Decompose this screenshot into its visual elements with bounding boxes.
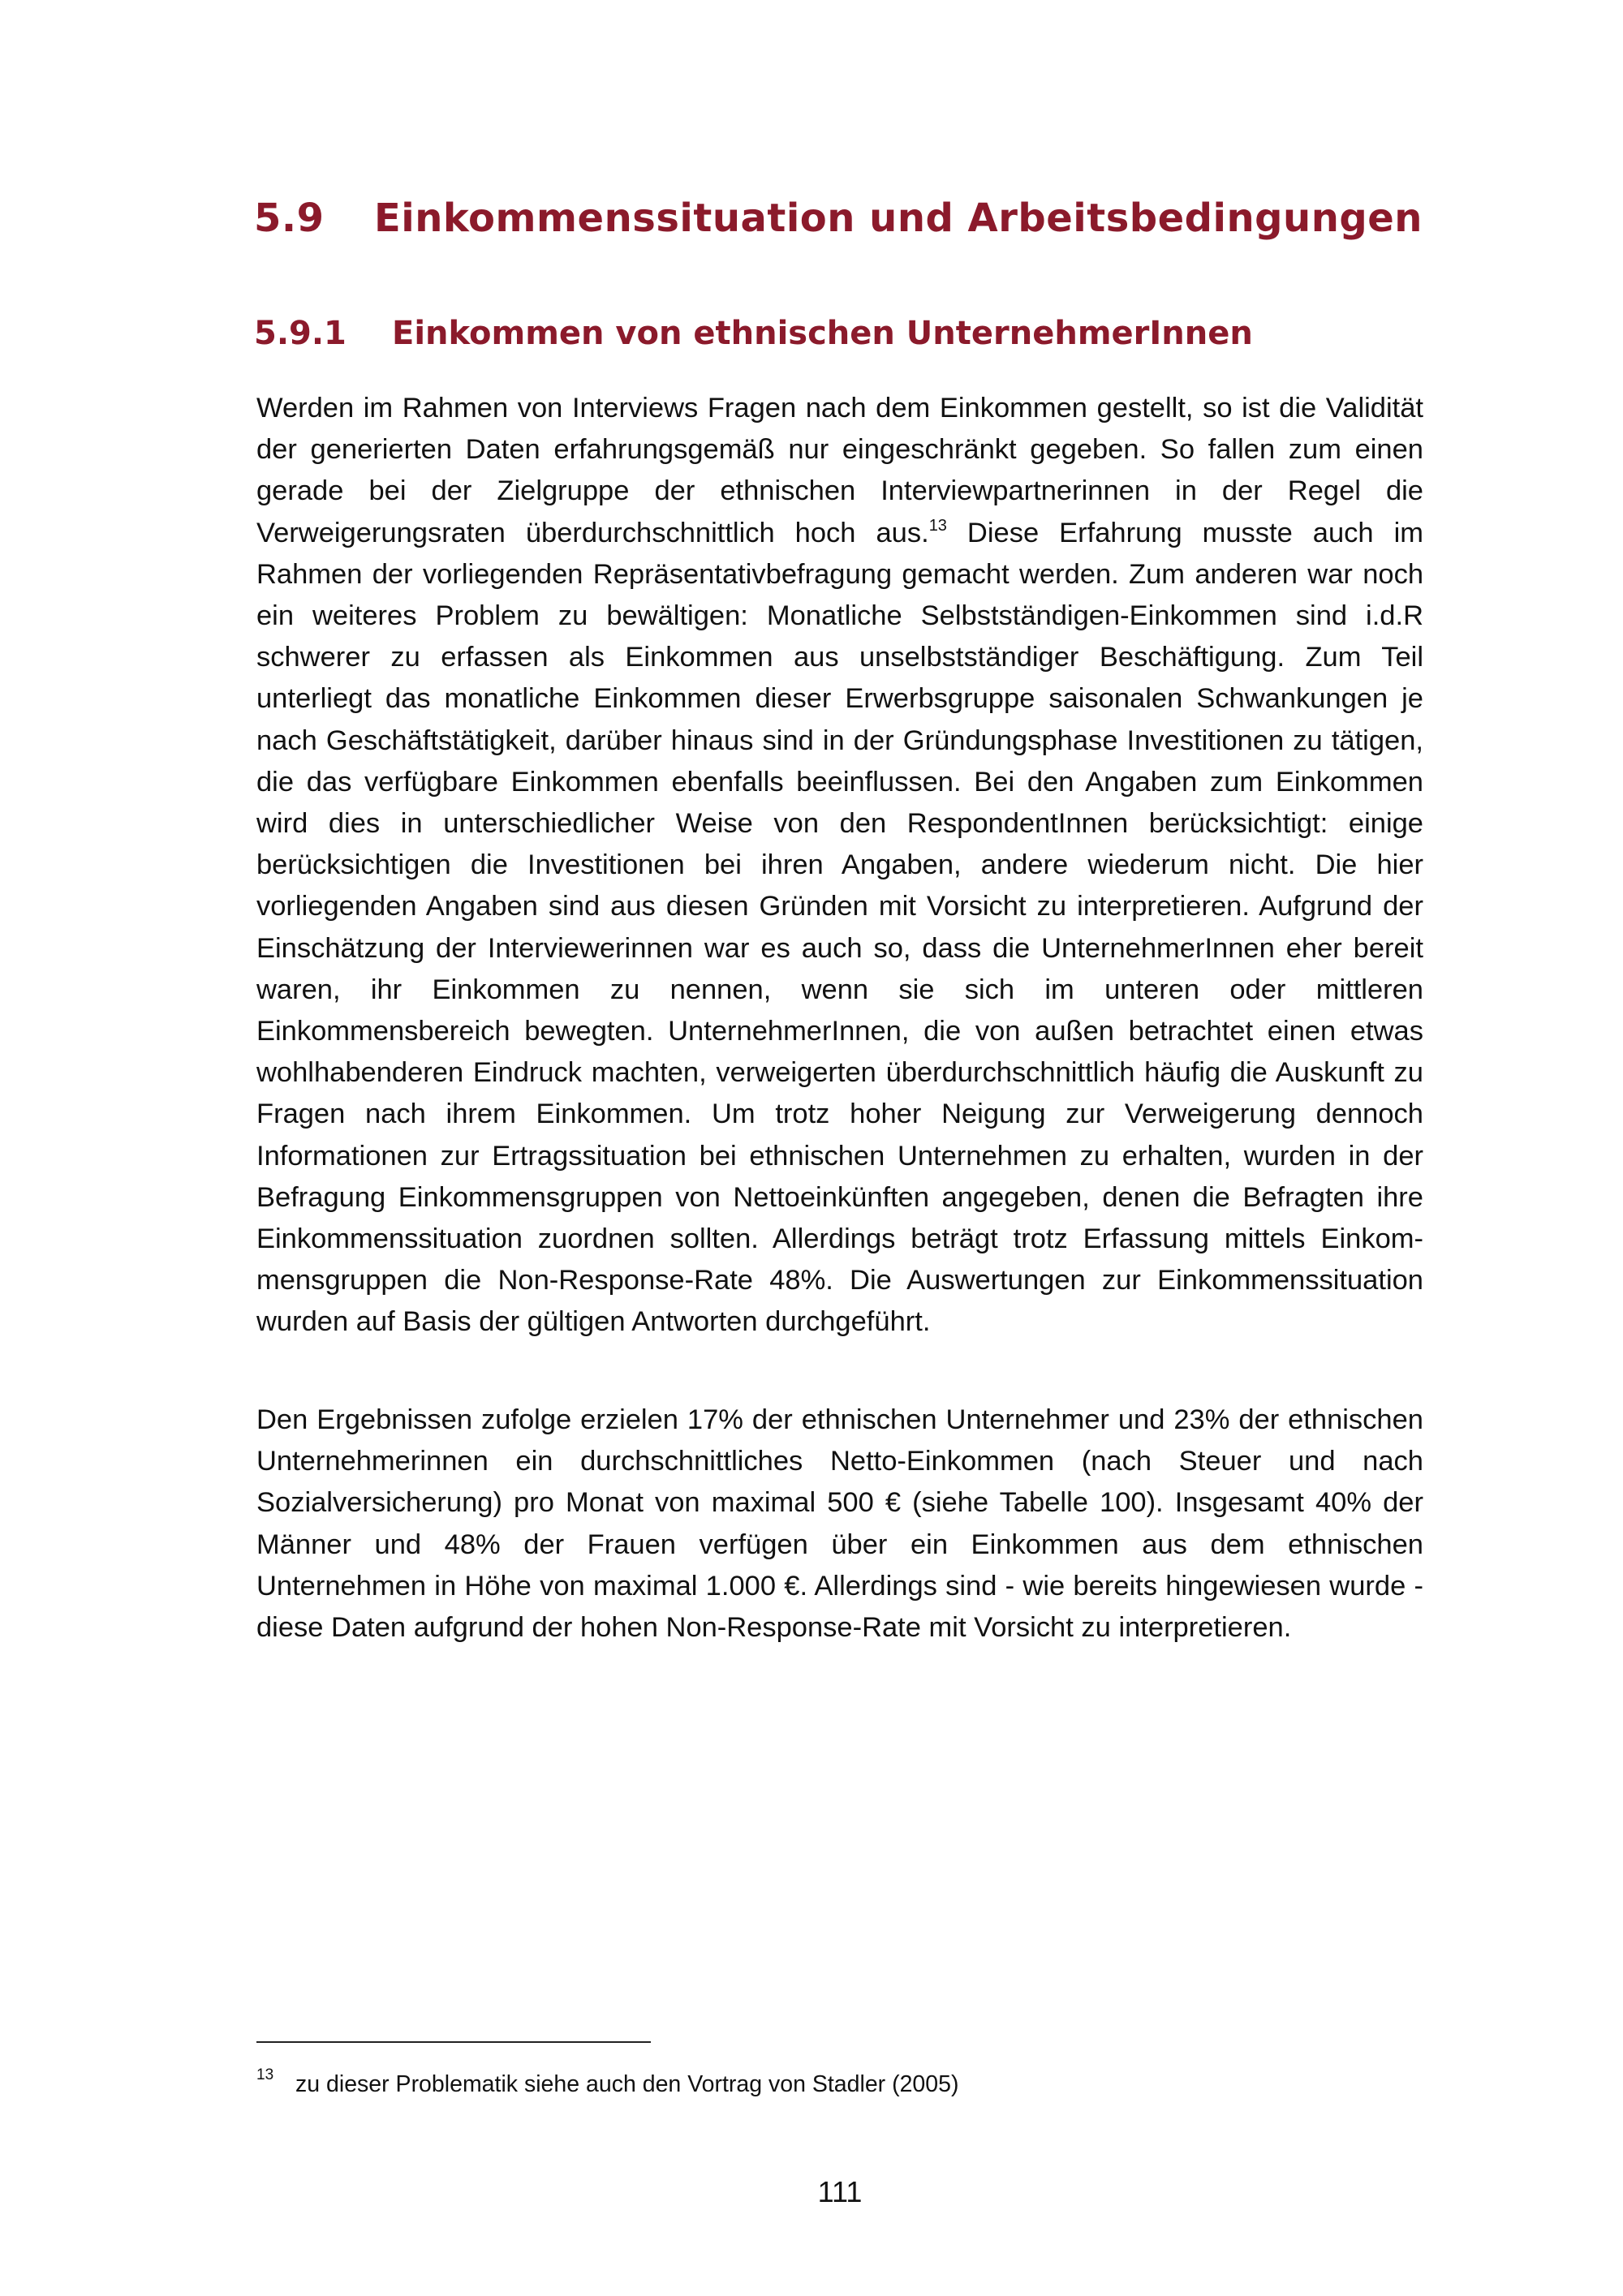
section-heading — [254, 196, 1423, 241]
subsection-heading — [254, 315, 1253, 352]
footnote-divider — [256, 2041, 651, 2043]
paragraph-2: Den Ergebnissen zufolge erzielen 17% der ethnischen Unternehmer und 23% der ethnischen Unternehmerinnen ein durchschnittliches Netto-Einkommen (nach Steuer und nach Sozialversicherung) pro Monat von maximal 500 € (siehe Tabelle 100). Insgesamt 40% der Männer und 48% der Frauen verfügen über ein Einkommen aus dem ethnischen Unternehmen in Höhe von maximal 1.000 €. Allerdings sind - wie bereits hingewiesen wurde - diese Daten aufgrund der hohen Non-Response-Rate mit Vorsicht zu interpretieren. — [256, 1404, 1423, 1644]
page-number: 111 — [817, 2175, 863, 2208]
paragraph-1-part-b: Diese Erfahrung musste auch im Rahmen der vorliegenden Repräsentativbefragung gemacht werden. Zum anderen war noch ein weiteres Problem zu bewältigen: Monatliche Selbstständigen-Einkommen sind i.d.R schwerer zu erfassen als Einkommen aus unselbstständiger Beschäftigung. Zum Teil unterliegt das monatliche Einkommen dieser Erwerbsgruppe saisonalen Schwankungen je nach Geschäftstätigkeit, darüber hinaus sind in der Gründungsphase Investitionen zu tätigen, die das verfügbare Einkommen ebenfalls beeinflussen. Bei den Angaben zum Einkommen wird dies in unterschiedlicher Weise von den RespondentInnen berücksichtigt: einige berücksichtigen die Investitionen bei ihren Angaben, andere wiederum nicht. Die hier vorliegenden Angaben sind aus diesen Gründen mit Vorsicht zu interpretieren. Aufgrund der Einschätzung der Interviewerinnen war es auch so, dass die UnternehmerInnen eher bereit waren, ihr Einkommen zu nennen, wenn sie sich im unteren oder mittleren Einkommensbereich bewegten. UnternehmerInnen, die von außen betrachtet einen etwas wohlhabenderen Eindruck machten, verweigerten überdurchschnittlich häufig die Auskunft zu Fragen nach ihrem Einkommen. Um trotz hoher Neigung zur Verweigerung dennoch Informationen zur Ertragssituation bei ethnischen Unternehmen zu erhalten, wurden in der Befragung Einkommensgruppen von Nettoeinkünften angegeben, denen die Befragten ihre Einkommenssituation zuordnen sollten. Allerdings beträgt trotz Erfassung mittels Einkommensgruppen die Non-Response-Rate 48%. Die Auswertungen zur Einkommenssituation wurden auf Basis der gültigen Antworten durchgeführt. — [256, 517, 1424, 1338]
subsection-number: 5.9.1 — [254, 315, 347, 352]
section-title: Einkommenssituation und Arbeitsbedingungen — [374, 196, 1423, 241]
section-number: 5.9 — [254, 196, 325, 241]
paragraph-1 — [256, 388, 1423, 1344]
footnote-reference[interactable]: 13 — [928, 516, 947, 535]
subsection-title: Einkommen von ethnischen UnternehmerInnen — [392, 315, 1253, 352]
footnote-number: 13 — [256, 2066, 274, 2083]
paragraph-1-part-a: Werden im Rahmen von Interviews Fragen nach dem Einkommen gestellt, so ist die Validität der generierten Daten erfahrungsgemäß nur eingeschränkt gegeben. So fallen zum einen gerade bei der Zielgruppe der ethnischen Interviewpartnerinnen in der Regel die Verweigerungsraten überdurchschnittlich hoch aus. — [256, 393, 1423, 548]
footnote-text: zu dieser Problematik siehe auch den Vortrag von Stadler (2005) — [295, 2071, 959, 2097]
